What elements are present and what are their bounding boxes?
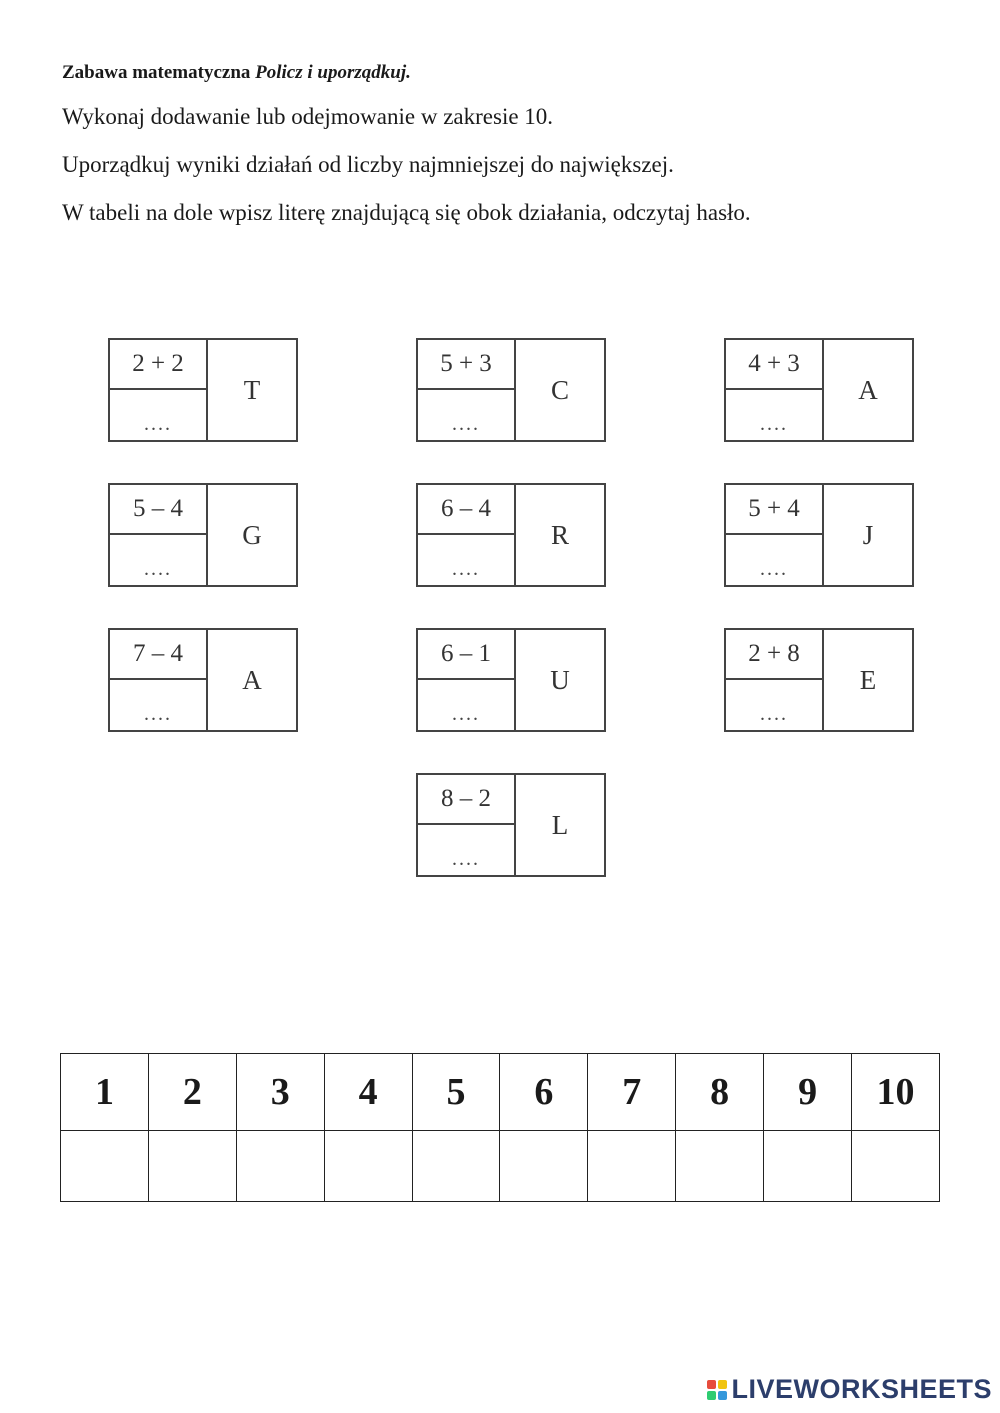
operation-card [108, 483, 298, 587]
table-number: 6 [500, 1054, 588, 1131]
answer-blank[interactable]: .... [144, 413, 172, 435]
letter-slot[interactable] [500, 1131, 588, 1202]
operation: 5 – 4 [110, 485, 206, 535]
answer-blank[interactable]: .... [452, 558, 480, 580]
operation-card [108, 628, 298, 732]
logo-text: LIVEWORKSHEETS [731, 1374, 992, 1404]
answer-blank[interactable]: .... [760, 558, 788, 580]
answer-blank[interactable]: .... [144, 703, 172, 725]
table-number: 3 [236, 1054, 324, 1131]
instruction-3: W tabeli na dole wpisz literę znajdującą się obok działania, odczytaj hasło. [62, 200, 751, 225]
operation-card [724, 628, 914, 732]
table-number: 9 [764, 1054, 852, 1131]
operation-card [416, 773, 606, 877]
table-number: 5 [412, 1054, 500, 1131]
answer-table [60, 1053, 940, 1202]
card-letter: A [242, 664, 262, 695]
operation: 2 + 8 [726, 630, 822, 680]
table-number: 10 [852, 1054, 940, 1131]
table-letter-row [61, 1131, 940, 1202]
card-letter: A [858, 374, 878, 405]
card-letter: R [550, 519, 569, 550]
operation: 2 + 2 [110, 340, 206, 390]
operation-card [416, 338, 606, 442]
operation: 6 – 4 [418, 485, 514, 535]
card-letter: J [862, 519, 874, 550]
table-number: 4 [324, 1054, 412, 1131]
operation: 5 + 3 [418, 340, 514, 390]
instruction-2: Uporządkuj wyniki działań od liczby najmniejszej do największej. [62, 152, 674, 177]
letter-slot[interactable] [324, 1131, 412, 1202]
operation: 4 + 3 [726, 340, 822, 390]
answer-blank[interactable]: .... [760, 703, 788, 725]
instruction-1: Wykonaj dodawanie lub odejmowanie w zakresie 10. [62, 104, 554, 129]
letter-slot[interactable] [236, 1131, 324, 1202]
title-bold: Zabawa matematyczna [62, 62, 256, 83]
card-letter: G [242, 519, 262, 550]
operation: 5 + 4 [726, 485, 822, 535]
table-number: 8 [676, 1054, 764, 1131]
operation: 8 – 2 [418, 775, 514, 825]
letter-slot[interactable] [588, 1131, 676, 1202]
table-number: 1 [61, 1054, 149, 1131]
table-number-row [61, 1054, 940, 1131]
answer-blank[interactable]: .... [760, 413, 788, 435]
card-letter: T [243, 374, 261, 405]
card-letter: U [550, 664, 570, 695]
letter-slot[interactable] [676, 1131, 764, 1202]
letter-slot[interactable] [852, 1131, 940, 1202]
worksheet-title [62, 62, 411, 84]
operation-card [108, 338, 298, 442]
operation-card [416, 483, 606, 587]
letter-slot[interactable] [61, 1131, 149, 1202]
operation-card [416, 628, 606, 732]
title-italic: Policz i uporządkuj. [255, 62, 411, 83]
letter-slot[interactable] [148, 1131, 236, 1202]
answer-blank[interactable]: .... [452, 703, 480, 725]
table-number: 7 [588, 1054, 676, 1131]
letter-slot[interactable] [412, 1131, 500, 1202]
answer-blank[interactable]: .... [144, 558, 172, 580]
operation: 7 – 4 [110, 630, 206, 680]
answer-blank[interactable]: .... [452, 848, 480, 870]
operation-card [724, 338, 914, 442]
answer-blank[interactable]: .... [452, 413, 480, 435]
operation: 6 – 1 [418, 630, 514, 680]
logo-icon [707, 1380, 727, 1400]
card-letter: L [551, 809, 569, 840]
card-letter: E [859, 664, 877, 695]
operation-card [724, 483, 914, 587]
liveworksheets-logo [707, 1374, 992, 1405]
letter-slot[interactable] [764, 1131, 852, 1202]
table-number: 2 [148, 1054, 236, 1131]
card-letter: C [550, 374, 569, 405]
